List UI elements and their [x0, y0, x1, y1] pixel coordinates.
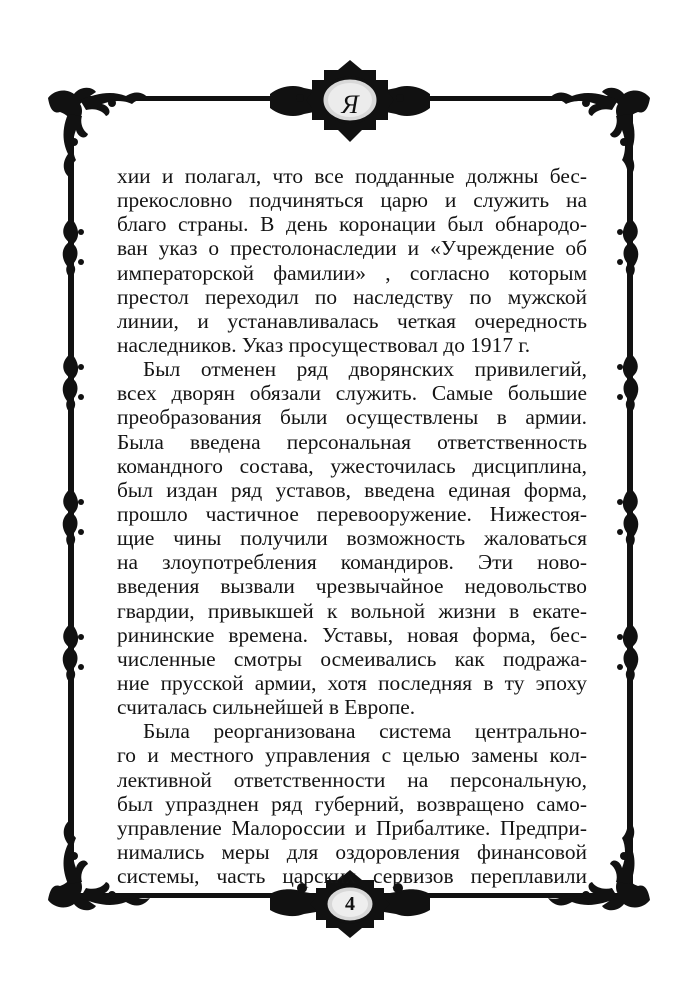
monogram-label: Я — [341, 90, 359, 119]
text-line: благо страны. В день коронации был обнародо- — [117, 212, 587, 237]
side-ornament-left-3-icon — [57, 488, 85, 548]
body-text — [117, 164, 587, 888]
text-line: численные смотры осмеивались как подража- — [117, 646, 587, 671]
text-line: го и местного управления с целью замены кол- — [117, 743, 587, 768]
text-line: ние прусской армии, хотя последняя в ту эпоху — [117, 670, 587, 695]
text-line: Был отменен ряд дворянских привилегий, — [143, 357, 587, 382]
text-line: преобразования были осуществлены в армии. — [117, 405, 587, 430]
text-line: Была введена персональная ответственность — [117, 429, 587, 454]
side-ornament-right-1-icon — [616, 218, 644, 278]
side-ornament-left-1-icon — [57, 218, 85, 278]
text-line: считалась сильнейшей в Европе. — [117, 695, 416, 720]
text-line: на злоупотребления командиров. Эти ново- — [117, 550, 587, 575]
text-line: рининские времена. Уставы, новая форма, бес- — [117, 622, 587, 647]
page-number: 4 — [345, 892, 355, 915]
text-line: управление Малороссии и Прибалтике. Предпри- — [117, 815, 587, 840]
side-ornament-right-4-icon — [616, 623, 644, 683]
text-line: прошло частичное перевооружение. Нижестоя- — [117, 501, 587, 526]
side-ornament-right-2-icon — [616, 353, 644, 413]
text-line: лективной ответственности на персональную, — [117, 767, 587, 792]
text-line: наследников. Указ просуществовал до 1917 г. — [117, 332, 531, 357]
text-line: престол переходил по наследству по мужской — [117, 284, 587, 309]
text-line: императорской фамилии» , согласно которым — [117, 260, 587, 285]
text-line: введения вызвали чрезвычайное недовольство — [117, 574, 587, 599]
header-medallion — [270, 50, 430, 160]
text-line: Была реорганизована система центрально- — [143, 719, 587, 744]
text-line: щие чины получили возможность жаловаться — [117, 526, 587, 551]
side-ornament-left-4-icon — [57, 623, 85, 683]
text-line: системы, часть царских сервизов переплавили — [117, 864, 587, 889]
text-line: прекословно подчиняться царю и служить на — [117, 188, 587, 213]
text-line: ван указ о престолонаследии и «Учреждение об — [117, 236, 587, 261]
side-ornament-right-3-icon — [616, 488, 644, 548]
text-line: всех дворян обязали служить. Самые большие — [117, 381, 587, 406]
text-line: нимались меры для оздоровления финансовой — [117, 839, 587, 864]
text-line: хии и полагал, что все подданные должны бес- — [117, 164, 587, 188]
text-line: был издан ряд уставов, введена единая форма, — [117, 477, 587, 502]
text-line: гвардии, привыкшей к вольной жизни в екате- — [117, 598, 587, 623]
text-line: линии, и устанавливалась четкая очередность — [117, 308, 587, 333]
text-line: командного состава, ужесточилась дисциплина, — [117, 453, 587, 478]
side-ornament-left-2-icon — [57, 353, 85, 413]
text-line: был упразднен ряд губерний, возвращено само- — [117, 791, 587, 816]
